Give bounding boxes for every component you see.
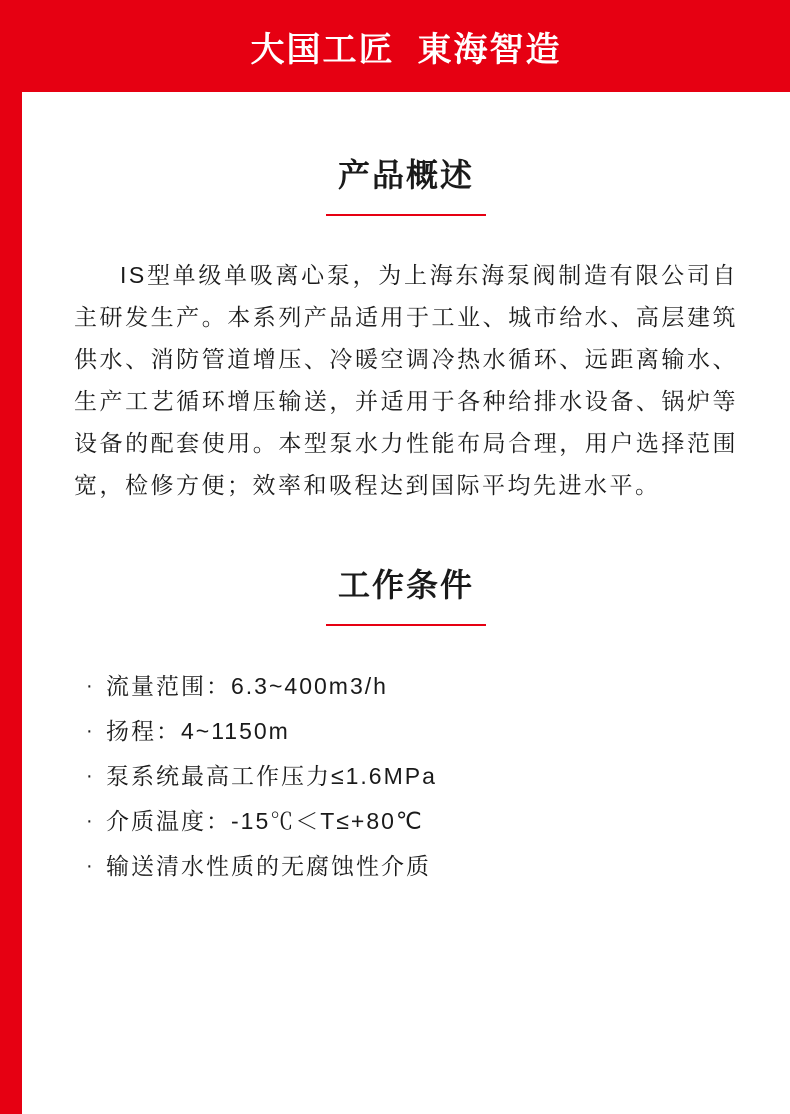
list-item bbox=[84, 799, 790, 844]
list-item bbox=[84, 709, 790, 754]
list-item-label: 扬程：4~1150m bbox=[106, 718, 290, 744]
left-accent-bar bbox=[0, 0, 22, 1114]
list-item bbox=[84, 664, 790, 709]
section-title-overview: 产品概述 bbox=[337, 157, 474, 193]
content-area bbox=[22, 92, 790, 1114]
bullet-icon: · bbox=[86, 810, 95, 832]
header-banner bbox=[22, 0, 790, 92]
section-overview-header bbox=[22, 150, 790, 216]
list-item-label: 泵系统最高工作压力≤1.6MPa bbox=[106, 763, 437, 789]
list-item bbox=[84, 754, 790, 799]
section-conditions-header bbox=[22, 560, 790, 626]
header-title: 大国工匠 東海智造 bbox=[250, 30, 562, 69]
list-item-label: 流量范围：6.3~400m3/h bbox=[106, 673, 388, 699]
heading-underline-overview bbox=[326, 214, 486, 216]
bullet-icon: · bbox=[86, 675, 95, 697]
overview-paragraph: IS型单级单吸离心泵，为上海东海泵阀制造有限公司自主研发生产。本系列产品适用于工业、城市给水、高层建筑供水、消防管道增压、冷暖空调冷热水循环、远距离输水、生产工艺循环增压输送，并适用于各种给排水设备、锅炉等设备的配套使用。本型泵水力性能布局合理，用户选择范围宽，检修方便；效率和吸程达到国际平均先进水平。 bbox=[74, 262, 738, 498]
heading-underline-conditions bbox=[326, 624, 486, 626]
bullet-icon: · bbox=[86, 720, 95, 742]
list-item-label: 输送清水性质的无腐蚀性介质 bbox=[106, 853, 431, 879]
section-title-conditions: 工作条件 bbox=[337, 567, 474, 603]
list-item-label: 介质温度：-15℃＜T≤+80℃ bbox=[106, 808, 424, 834]
bullet-icon: · bbox=[86, 855, 95, 877]
working-conditions-list bbox=[22, 664, 790, 889]
bullet-icon: · bbox=[86, 765, 95, 787]
list-item bbox=[84, 844, 790, 889]
